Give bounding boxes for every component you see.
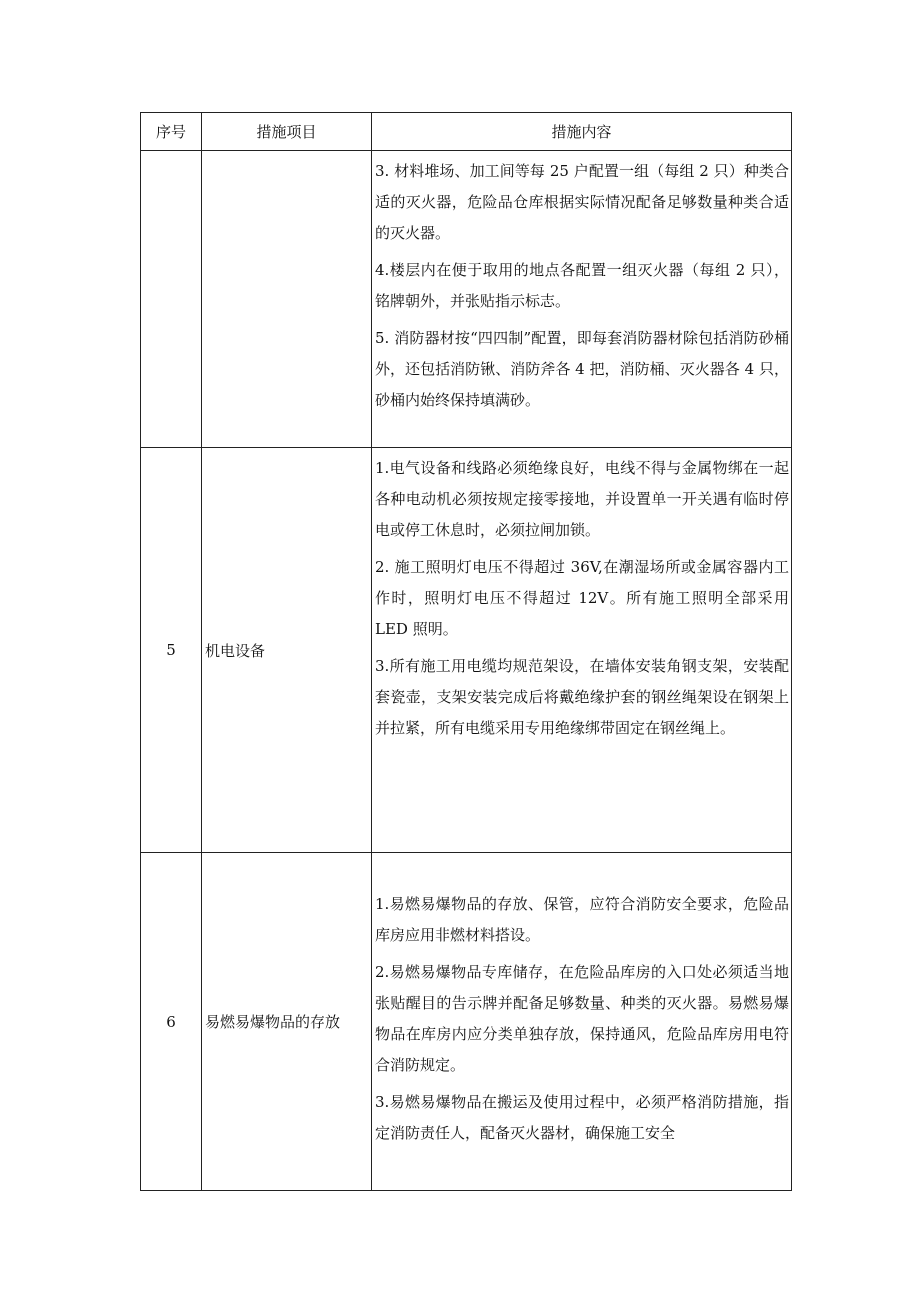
content-paragraph: 2.易燃易爆物品专库储存，在危险品库房的入口处必须适当地张贴醒目的告示牌并配备足够数量、种类的灭火器。易燃易爆物品在库房内应分类单独存放，保持通风，危险品库房用电符合消防规定。 [375,963,789,1074]
row-number [141,151,202,448]
row-content [372,151,792,448]
table-header-row [141,113,792,151]
row-number: 6 [141,853,202,1191]
row-content [372,448,792,853]
row-item: 机电设备 [202,448,372,853]
table-row [141,853,792,1191]
content-paragraph: 4.楼层内在便于取用的地点各配置一组灭火器（每组 2 只），铭牌朝外，并张贴指示标志。 [375,261,789,310]
row-number: 5 [141,448,202,853]
content-paragraph: 3.易燃易爆物品在搬运及使用过程中，必须严格消防措施，指定消防责任人，配备灭火器材，确保施工安全 [375,1093,789,1142]
content-paragraph: 1.电气设备和线路必须绝缘良好，电线不得与金属物绑在一起 各种电动机必须按规定接零接地，并设置单一开关遇有临时停电或停工休息时，必须拉闸加锁。 [375,459,789,539]
row-content [372,853,792,1191]
content-paragraph: 3. 材料堆场、加工间等每 25 户配置一组（每组 2 只）种类合适的灭火器，危险品仓库根据实际情况配备足够数量种类合适的灭火器。 [375,162,789,242]
row-item [202,151,372,448]
row-item: 易燃易爆物品的存放 [202,853,372,1191]
content-paragraph: 2. 施工照明灯电压不得超过 36V,在潮湿场所或金属容器内工作时，照明灯电压不得超过 12V。所有施工照明全部采用 LED 照明。 [375,558,789,638]
content-paragraph: 3.所有施工用电缆均规范架设，在墙体安装角钢支架，安装配套瓷壶，支架安装完成后将戴绝缘护套的钢丝绳架设在钢架上并拉紧，所有电缆采用专用绝缘绑带固定在钢丝绳上。 [375,657,789,737]
table-row [141,448,792,853]
measures-table [140,112,792,1191]
content-paragraph: 5. 消防器材按“四四制”配置，即每套消防器材除包括消防砂桶外，还包括消防锹、消防斧各 4 把，消防桶、灭火器各 4 只，砂桶内始终保持填满砂。 [375,329,789,409]
content-paragraph: 1.易燃易爆物品的存放、保管，应符合消防安全要求，危险品库房应用非燃材料搭设。 [375,895,789,944]
header-content: 措施内容 [372,113,792,151]
table-row [141,151,792,448]
header-item: 措施项目 [202,113,372,151]
header-number: 序号 [141,113,202,151]
